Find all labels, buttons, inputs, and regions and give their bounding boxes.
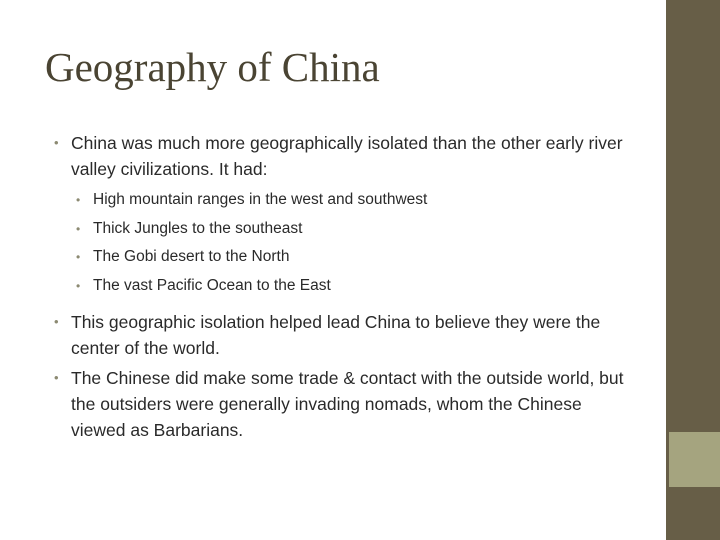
bullet-dot-icon: • [76,193,81,207]
sub-bullet-item-2 [74,215,632,244]
sub-bullet-item-3 [74,243,632,272]
bullet-dot-icon: • [76,250,81,265]
sub-bullet-item-4 [74,272,632,301]
bullet-dot-icon: • [54,135,59,150]
bullet-text: China was much more geographically isolated than the other early river valley civilizations. It had: [71,133,623,179]
bullet-dot-icon: • [54,369,59,385]
sub-bullet-list [52,186,632,301]
slide-title: Geography of China [45,44,380,90]
sub-bullet-item-1 [74,186,632,215]
sub-bullet-text: The vast Pacific Ocean to the East [93,277,331,295]
bullet-dot-icon: • [76,221,81,236]
bullet-dot-icon: • [76,279,81,294]
bullet-item-2 [52,309,632,361]
bullet-text: The Chinese did make some trade & contact with the outside world, but the outsiders were generally invading nomads, whom the Chinese viewed as Barbarians. [71,367,624,440]
sub-bullet-text: Thick Jungles to the southeast [93,219,303,237]
bullet-item-1 [52,130,632,182]
sub-bullet-text: High mountain ranges in the west and southwest [93,191,428,208]
sub-bullet-text: The Gobi desert to the North [93,248,290,266]
sidebar-accent-block [669,432,720,487]
bullet-item-3 [52,365,632,443]
bullet-text: This geographic isolation helped lead China to believe they were the center of the world. [71,311,601,358]
bullet-dot-icon: • [54,313,59,329]
slide-body [52,130,632,447]
